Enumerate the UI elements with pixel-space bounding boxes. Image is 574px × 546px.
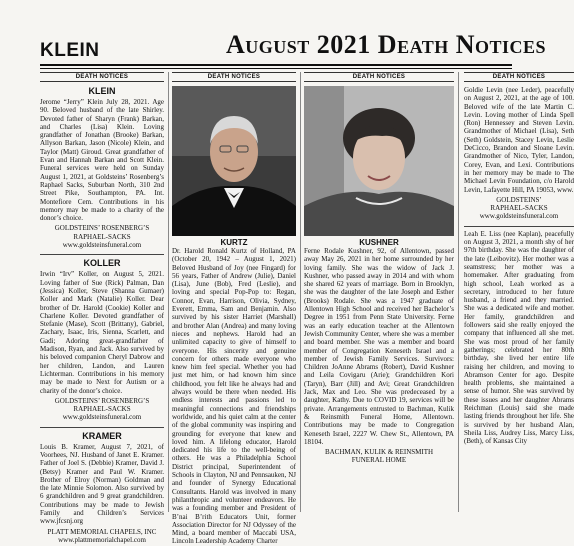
notice-name: KLEIN (88, 86, 116, 96)
notice-text: Dr. Harold Ronald Kurtz of Holland, PA (October 20, 1942 – August 1, 2021) Beloved Husband of Joy (nee Fingard) for 56 years, Father of Andrew (Julie), Daniel (Lisa), June (Bob), Fred (Leslie), and loving and special Pop-Pop to: Regan, Connor, Evan, Harrison, Olivia, Sydney, Everett, Emma, Sam and Benjamin. Also survived by his sister Harriet (Marshall) and brother Alan (Andrea) and many loving nieces and nephews. Harold had an unlimited capacity to give of himself to everyone. His sincerity and genuine concern for others made everyone who knew him feel special. Whether you had just met him, or had known him since childhood, you felt like he always had and always would be there when needed. His endless interests and passions led to meaningful connections and friendships worldwide, and his quiet calm at the center of the global community was inspiring and grounding for everyone that knew and loved him. A lifelong educator, Harold dedicated his life to the well-being of others. He was a Philadelphia School District principal, Superintendent of Schools in Clayton, NJ and Pennsauken, NJ and founder of Synergy Educational Consultants. Harold was involved in many philanthropic and volunteer endeavors. He was a founding member and President of B’nai B’rith Educators Unit, former Association Director for NJ Odyssey of the Mind, a board member of Maccabi USA, Lincoln Leadership Academy Charter (172, 247, 296, 546)
column-2 (172, 72, 296, 546)
notice-text: Goldie Levin (nee Leder), peacefully on August 2, 2021, at the age of 100. Beloved wife of the late Martin C. Levin. Loving mother of Linda Spell (Ron) Hennessey and Steven Levin. Grandmother of Michael (Lisa), Seth (Seth) Goldstein, Stacey Levin, Leslie DeCicco, Brandon and Sloane Levin. Grandmother of Nico, Tyler, Landon, Corey, Evan, and Lexi. Contributions in her memory may be made to The Michael Levin Foundation, c/o Harold Levin, Lafayette Hill, PA 19053, www. (464, 86, 574, 194)
funeral-home: GOLDSTEINS’ ROSENBERG’S (54, 224, 150, 233)
funeral-home-url[interactable]: www.goldsteinsfuneral.com (479, 212, 559, 221)
column-3 (304, 72, 454, 512)
column-header: DEATH NOTICES (304, 72, 454, 82)
column-divider (168, 72, 169, 512)
portrait-photo (172, 86, 296, 236)
masthead-section: KLEIN (40, 40, 100, 61)
portrait-photo (304, 86, 454, 236)
woman-portrait-image (304, 86, 454, 236)
column-divider (458, 72, 459, 512)
funeral-home: GOLDSTEINS’ ROSENBERG’S (54, 396, 150, 405)
notice-name: KRAMER (82, 430, 122, 441)
notice-name: KOLLER (83, 258, 121, 269)
funeral-home: PLATT MEMORIAL CHAPELS, INC (47, 527, 157, 536)
funeral-home-url[interactable]: www.goldsteinsfuneral.com (62, 413, 142, 422)
column-header: DEATH NOTICES (464, 72, 574, 82)
column-1 (40, 72, 164, 544)
top-rule (40, 64, 512, 66)
notice-text: Ferne Rodale Kushner, 92, of Allentown, passed away May 26, 2021 in her home surrounded by her loving family. She was the widow of Jack J. Kushner, who passed away in 2014 and with whom she shared 62 years of marriage. Born in Brooklyn, she was the daughter of the late Joseph and Esther (Brooks) Rodale. She was a 1947 graduate of Allentown High School and received her Bachelor’s Degree in 1951 from Penn State University. Ferne was an early education teacher at the Allentown Jewish Community Center, where she was a member and board member. She was a member and board member of Congregation Keneseth Israel and a member of Jewish Family Services. Survivors: Children JoAnne Abrams (Robert), David Kushner and Leila Covigaru (Arie); Grandchildren Kori (Taryn), Barr (Jill) and Avi; Great Grandchildren Jack, Max and Leo. She was predeceased by a daughter, Kathy. Due to COVID 19, services will be private. Arrangements entrusted to Bachman, Kulik & Reinsmith Funeral Home, Allentown. Contributions may be made to Congregation Keneseth Israel, 2227 W. Chew St., Allentown, PA 18104. (304, 247, 454, 446)
notice-koller (40, 258, 164, 421)
divider (40, 254, 164, 255)
notice-klein (40, 86, 164, 249)
man-portrait-image (172, 86, 296, 236)
divider (464, 226, 574, 227)
funeral-home: RAPHAEL-SACKS (490, 204, 548, 213)
column-header: DEATH NOTICES (40, 72, 164, 82)
funeral-home: BACHMAN, KULIK & REINSMITH (324, 448, 434, 457)
notice-text: Louis B. Kramer, August 7, 2021, of Voorhees, NJ. Husband of Janet E. Kramer. Father of Joel S. (Debbie) Kramer, David J. (Betsy) Kramer and Paul W. Kramer. Brother of Elroy (Norman) Goldman and the late Minnie Solomon. Also survived by 6 grandchildren and 9 great grandchildren. Contributions may be made to Jewish Family and Children’s Services www.jfcsnj.org (40, 442, 164, 526)
column-4 (464, 72, 574, 512)
funeral-home: GOLDSTEINS’ (496, 195, 542, 204)
funeral-home-url[interactable]: www.goldsteinsfuneral.com (62, 241, 142, 250)
notice-name: KURTZ (220, 238, 248, 247)
notice-kramer (40, 431, 164, 545)
notice-name: KUSHNER (359, 238, 399, 247)
column-header: DEATH NOTICES (172, 72, 296, 82)
funeral-home: RAPHAEL-SACKS (73, 232, 131, 241)
funeral-home: FUNERAL HOME (351, 456, 407, 465)
divider (40, 427, 164, 428)
column-divider (300, 72, 301, 512)
notice-text: Leah E. Liss (nee Kaplan), peacefully on August 3, 2021, a month shy of her 97th birthday. She was the daughter of the late (Leibovitz). Her mother was a seamstress; her mother was a homemaker. After graduating from high school, Leah worked as a secretary, introduced to her future husband, a friend and they married. She was a dedicated wife and mother. Her family, grandchildren and followers said she really enjoyed the company that influenced all she met. She was most proud of her family gatherings; celebrated her 80th birthday, she lived her entire life raising her children, and moving to Abramson Center for ago. Despite health problems, she maintained a sense of humor. She was survived by these issues and her daughter Abrams Reichman (Louis) said she made lasting friends throughout her life. She is survived by her husband Alan, Sheila Liss, Audrey Liss, Marcy Liss, (Beth), of Kansas City (464, 229, 574, 446)
notice-text: Irwin “Irv” Koller, on August 5, 2021. Loving father of Sue (Rick) Palman, Dan (Jessica) Koller, Steve (Shanna Gumaer) Koller and Mark (Natalie) Koller. Dear brother of Dr. Harold (Cookie) Koller and Charlene Koller. Devoted grandfather of Stefanie (Mase), Scott (Brittany), Gabriel, Zachary, Isaac, Iris, Sienna, Scarlett, and Gadi; Adoring great-grandfather of Madison, Ryan, and Jack. Also survived by his beloved companion Cheryl Dabrow and her children, Landon, and Lauren Lichterman. Contributions in his memory may be made to Next for Autism or a charity of the donor’s choice. (40, 270, 164, 395)
notice-text: Jerome “Jerry” Klein July 28, 2021. Age 90. Beloved husband of the late Shirley. Devoted father of Sharyn (Frank) Barkan, and Charles (Lisa) Klein. Loving grandfather of Jonathan (Brooke) Barkan, Allyson Barkan, Jason (Nicole) Klein, and Taylor (Matt) Giroud. Great grandfather of Evan and Hannah Barkan and Scott Klein. Funeral services were held on Sunday August 1, 2021, at Goldsteins’ Rosenberg’s Raphael Sacks, Suburban North, 310 2nd Street Pike, Southampton, PA. Int. Montefiore Cem. Contributions in his memory may be made to a charity of the donor’s choice. (40, 98, 164, 223)
funeral-home-url[interactable]: www.plattmemorialchapel.com (58, 535, 146, 544)
funeral-home: RAPHAEL-SACKS (73, 405, 131, 414)
top-rule-thin (40, 68, 512, 69)
page-title: August 2021 Death Notices (226, 30, 547, 59)
